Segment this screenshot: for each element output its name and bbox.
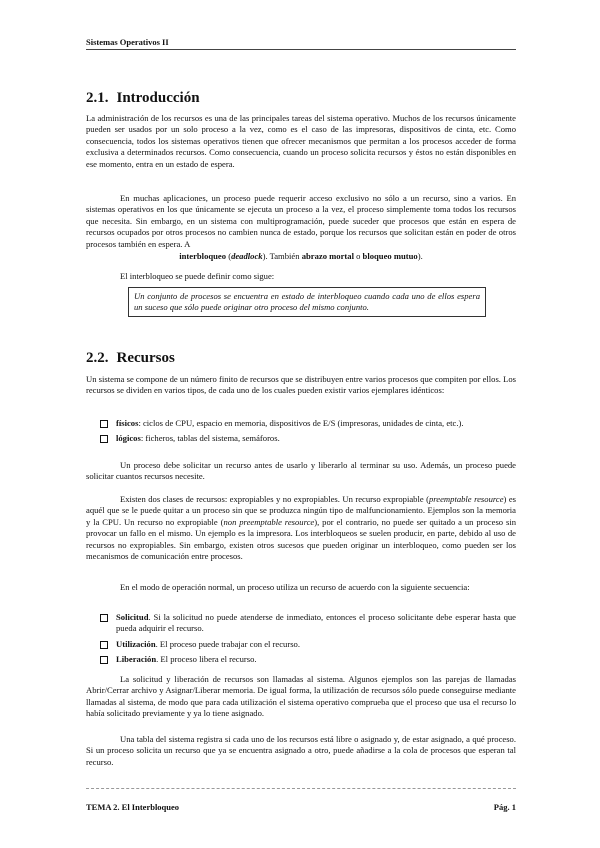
footer-divider xyxy=(86,788,516,789)
text-fragment: ), por el contrario, no puede ser quitado a un proceso sin provocar un fallo en el mismo. Un ejemplo es la impresora. Los interbloqueos se suelen producir, en parte, debido al uso de recursos no expropiables. Sin embargo, existen otros sucesos que pueden originar un interbloqueo, como pueden ser los mecanismos de comunicación entre procesos. xyxy=(86,516,517,562)
list-item xyxy=(100,418,516,429)
list-item-text: . El proceso libera el recurso. xyxy=(156,654,257,665)
checkbox-bullet-icon xyxy=(100,420,108,428)
list-item xyxy=(100,654,516,665)
term-bloqueo-mutuo: bloqueo mutuo xyxy=(362,251,418,261)
recursos-paragraph-2: Un proceso debe solicitar un recurso antes de usarlo y liberarlo al terminar su uso. Además, un proceso puede solicitar cuantos recursos necesite. xyxy=(86,460,516,482)
recursos-paragraph-5: La solicitud y liberación de recursos son llamadas al sistema. Algunos ejemplos son las parejas de llamadas Abrir/Cerrar archivo y Asignar/Liberar memoria. De igual forma, la utilización de recursos sólo puede conseguirse mediante llamadas al sistema, de modo que para cada utilización el sistema operativo comprueba que el proceso que usa el recurso lo había solicitado previamente y ya lo tiene asignado. xyxy=(86,674,516,719)
footer-chapter: TEMA 2. El Interbloqueo xyxy=(86,802,180,812)
list-item-text: . Si la solicitud no puede atenderse de inmediato, entonces el proceso solicitante debe esperar hasta que pueda adquirir el recurso. xyxy=(116,612,516,634)
intro-paragraph-2: En muchas aplicaciones, un proceso puede requerir acceso exclusivo no sólo a un recurso, sino a varios. En sistemas operativos en los que únicamente se ejecuta un proceso a la vez, el proceso simplemente toma todos los recursos que necesita. Sin embargo, en un sistema con multiprogramación, puede suceder que procesos que están en espera de recursos ocupados por otros procesos no cambien nunca de estado, porque los recursos que solicitan están en poder de otros procesos también en espera. A xyxy=(86,193,516,249)
section-title: Introducción xyxy=(116,90,200,106)
checkbox-bullet-icon xyxy=(100,656,108,664)
text-fragment: ). xyxy=(417,251,423,261)
resource-types-list xyxy=(100,418,516,449)
recursos-paragraph-4: En el modo de operación normal, un proceso utiliza un recurso de acuerdo con la siguiente secuencia: xyxy=(120,582,470,592)
checkbox-bullet-icon xyxy=(100,435,108,443)
list-item xyxy=(100,639,516,650)
list-item xyxy=(100,612,516,635)
list-item-text: : ficheros, tablas del sistema, semáforos. xyxy=(140,433,280,444)
list-item-term: Utilización xyxy=(116,638,156,649)
list-item-term: Solicitud xyxy=(116,612,149,622)
text-fragment: ) es aquél que se le puede quitar a un proceso sin que se produzca ningún tipo de malfuncionamiento. Ejemplos son la memoria y la CPU. Un recurso no expropiable ( xyxy=(86,494,516,527)
section-heading-recursos xyxy=(86,350,175,367)
text-fragment: ( xyxy=(226,251,232,261)
list-item-term: físicos xyxy=(116,418,139,428)
intro-paragraph-3: El interbloqueo se puede definir como sigue: xyxy=(120,271,275,281)
intro-paragraph-2-terms xyxy=(86,251,516,262)
usage-sequence-list xyxy=(100,612,516,670)
term-interbloqueo: interbloqueo xyxy=(179,251,227,261)
recursos-paragraph-1: Un sistema se compone de un número finito de recursos que se distribuyen entre varios procesos que compiten por ellos. Los recursos se dividen en varios tipos, de cada uno de los cuales pueden existir varios ejemplares idénticos: xyxy=(86,374,516,396)
section-number: 2.2. xyxy=(86,350,109,366)
term-preemptable-resource: preemptable resource xyxy=(428,494,504,504)
term-deadlock: deadlock xyxy=(231,251,263,261)
section-title: Recursos xyxy=(116,350,175,366)
text-fragment: o xyxy=(353,251,363,261)
list-item-text: . El proceso puede trabajar con el recurso. xyxy=(155,638,300,649)
recursos-paragraph-3 xyxy=(86,494,516,562)
recursos-paragraph-6: Una tabla del sistema registra si cada uno de los recursos está libre o asignado y, de estar asignado, a qué proceso. Si un proceso solicita un recurso que ya se encuentra asignado a otro, puede añadirse a la cola de procesos que esperan tal recurso. xyxy=(86,734,516,767)
definition-box: Un conjunto de procesos se encuentra en estado de interbloqueo cuando cada uno de ellos espera un suceso que sólo puede originar otro proceso del mismo conjunto. xyxy=(128,287,486,317)
section-number: 2.1. xyxy=(86,90,109,106)
list-item-term: lógicos xyxy=(116,433,141,444)
text-fragment: ). También xyxy=(262,251,302,261)
intro-paragraph-1: La administración de los recursos es una de las principales tareas del sistema operativo. Muchos de los recursos únicamente pueden ser usados por un solo proceso a la vez, como es el caso de las impresoras, dispositivos de cinta, etc. Como consecuencia, todos los sistemas operativos tienen que ofrecer mecanismos que permitan a los procesos acceder de forma exclusiva a determinados recursos. Como consecuencia, cuando un proceso solicita recursos y éstos no están disponibles en ese momento, entra en un estado de espera. xyxy=(86,113,516,169)
list-item-term: Liberación xyxy=(116,654,157,665)
checkbox-bullet-icon xyxy=(100,641,108,649)
term-non-preemptable-resource: non preemptable resource xyxy=(223,516,315,527)
text-fragment: Existen dos clases de recursos: expropiables y no expropiables. Un recurso expropiable ( xyxy=(120,494,429,504)
page-header: Sistemas Operativos II xyxy=(86,37,516,50)
term-abrazo-mortal: abrazo mortal xyxy=(301,251,354,261)
list-item-text: : ciclos de CPU, espacio en memoria, dispositivos de E/S (impresoras, unidades de cinta, etc.). xyxy=(138,418,464,428)
list-item xyxy=(100,433,516,444)
section-heading-introduccion xyxy=(86,90,200,107)
footer-page-number: Pág. 1 xyxy=(493,802,516,812)
checkbox-bullet-icon xyxy=(100,614,108,622)
